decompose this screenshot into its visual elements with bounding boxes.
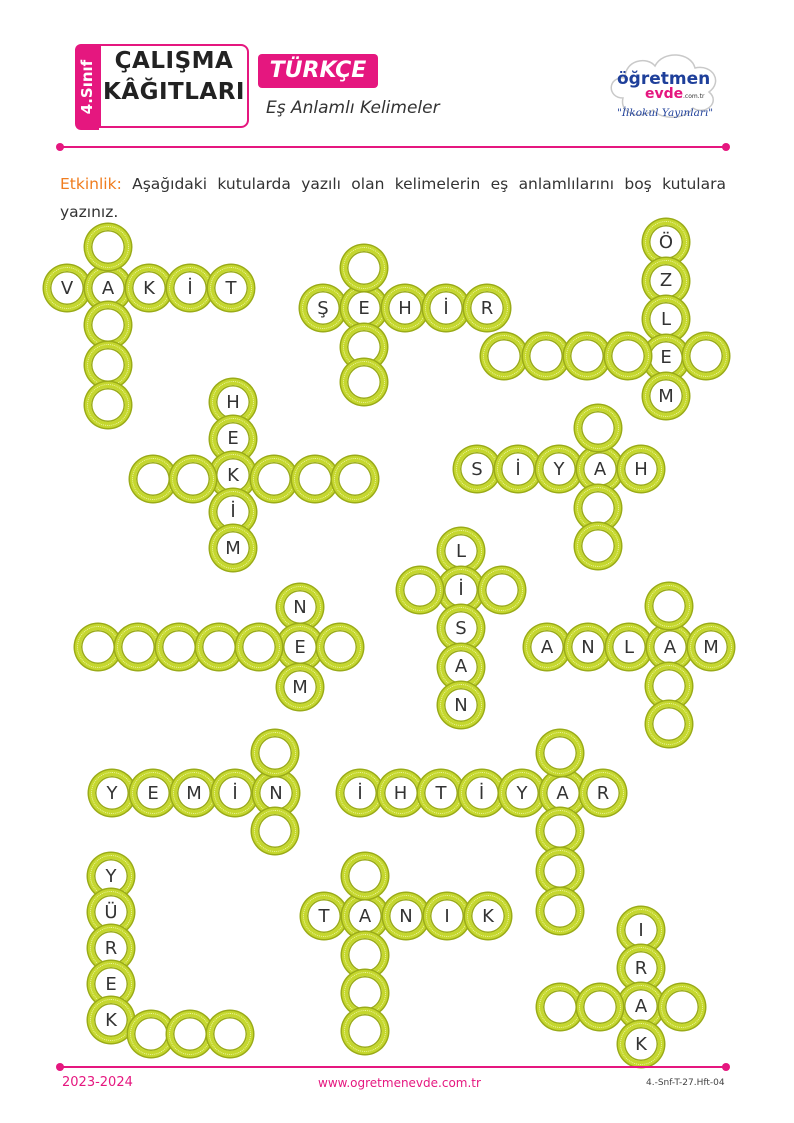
puzzle-5-answer-cell[interactable] — [575, 405, 621, 451]
puzzle-11-letter-cell: Y — [88, 853, 134, 899]
header-divider — [60, 146, 726, 148]
puzzle-8-letter-cell: N — [565, 624, 611, 670]
puzzle-9-letter-cell: N — [253, 770, 299, 816]
puzzle-7-answer-cell[interactable] — [317, 624, 363, 670]
puzzle-2-letter-cell: R — [464, 285, 510, 331]
puzzle-10-answer-cell[interactable] — [537, 888, 583, 934]
puzzle-9-letter-cell: E — [130, 770, 176, 816]
puzzle-8-answer-cell[interactable] — [646, 701, 692, 747]
puzzle-7-letter-cell: M — [277, 664, 323, 710]
cloud-logo-icon — [605, 46, 725, 126]
puzzle-10-letter-cell: Y — [499, 770, 545, 816]
puzzle-7-answer-cell[interactable] — [236, 624, 282, 670]
puzzle-3-answer-cell[interactable] — [481, 333, 527, 379]
puzzle-10-letter-cell: İ — [459, 770, 505, 816]
puzzle-9-letter-cell: M — [171, 770, 217, 816]
puzzle-12-letter-cell: I — [424, 893, 470, 939]
puzzle-8-letter-cell: A — [647, 624, 693, 670]
puzzle-3-answer-cell[interactable] — [564, 333, 610, 379]
puzzle-8-letter-cell: L — [606, 624, 652, 670]
footer-divider — [60, 1066, 726, 1068]
puzzle-6-letter-cell: L — [438, 528, 484, 574]
puzzle-1-answer-cell[interactable] — [85, 382, 131, 428]
puzzle-5-letter-cell: İ — [495, 446, 541, 492]
puzzle-7-letter-cell: N — [277, 584, 323, 630]
instruction-label: Etkinlik: — [60, 175, 122, 193]
puzzle-10-letter-cell: R — [580, 770, 626, 816]
puzzle-3-letter-cell: Z — [643, 258, 689, 304]
puzzle-13-letter-cell: A — [618, 983, 664, 1029]
puzzle-1-letter-cell: V — [44, 265, 90, 311]
puzzle-4-letter-cell: İ — [210, 489, 256, 535]
svg-text:öğretmen: öğretmen — [617, 69, 711, 89]
instruction — [60, 170, 726, 226]
grade-tab — [75, 44, 99, 130]
puzzle-4-answer-cell[interactable] — [332, 456, 378, 502]
puzzle-11-letter-cell: E — [88, 961, 134, 1007]
puzzle-4-answer-cell[interactable] — [170, 456, 216, 502]
topic-title: Eş Anlamlı Kelimeler — [266, 98, 440, 118]
puzzle-3-letter-cell: E — [643, 335, 689, 381]
puzzle-4-letter-cell: H — [210, 379, 256, 425]
puzzle-4-letter-cell: K — [210, 452, 256, 498]
puzzle-6-letter-cell: A — [438, 644, 484, 690]
puzzle-3-letter-cell: M — [643, 373, 689, 419]
puzzle-5-answer-cell[interactable] — [575, 523, 621, 569]
puzzle-6-answer-cell[interactable] — [479, 567, 525, 613]
puzzle-8-letter-cell: M — [688, 624, 734, 670]
puzzle-7-letter-cell: E — [277, 624, 323, 670]
puzzle-1-letter-cell: İ — [167, 265, 213, 311]
puzzle-11-answer-cell[interactable] — [207, 1011, 253, 1057]
puzzle-4-answer-cell[interactable] — [251, 456, 297, 502]
puzzle-3-letter-cell: Ö — [643, 219, 689, 265]
puzzle-11-letter-cell: R — [88, 925, 134, 971]
puzzle-11-letter-cell: K — [88, 997, 134, 1043]
title-line-1: ÇALIŞMA — [114, 48, 234, 74]
puzzle-10-letter-cell: H — [378, 770, 424, 816]
puzzle-3-answer-cell[interactable] — [523, 333, 569, 379]
svg-text:evde: evde — [645, 86, 684, 102]
puzzle-9-answer-cell[interactable] — [252, 808, 298, 854]
puzzle-8-letter-cell: A — [524, 624, 570, 670]
puzzle-3-answer-cell[interactable] — [683, 333, 729, 379]
puzzle-3-answer-cell[interactable] — [605, 333, 651, 379]
puzzle-10-answer-cell[interactable] — [537, 730, 583, 776]
publisher-logo — [605, 46, 725, 126]
puzzle-2-letter-cell: H — [382, 285, 428, 331]
puzzle-12-letter-cell: K — [465, 893, 511, 939]
puzzle-4-letter-cell: M — [210, 525, 256, 571]
puzzle-5-letter-cell: S — [454, 446, 500, 492]
puzzle-7-answer-cell[interactable] — [115, 624, 161, 670]
puzzle-9-letter-cell: İ — [212, 770, 258, 816]
puzzle-12-letter-cell: A — [342, 893, 388, 939]
puzzle-6-answer-cell[interactable] — [397, 567, 443, 613]
puzzle-13-answer-cell[interactable] — [577, 984, 623, 1030]
puzzle-13-letter-cell: R — [618, 945, 664, 991]
school-year: 2023-2024 — [62, 1075, 133, 1090]
puzzle-11-letter-cell: Ü — [88, 889, 134, 935]
puzzle-2-letter-cell: E — [341, 285, 387, 331]
puzzle-13-letter-cell: K — [618, 1021, 664, 1067]
puzzle-1-letter-cell: T — [208, 265, 254, 311]
worksheet-title — [99, 44, 249, 128]
svg-text:.com.tr: .com.tr — [683, 93, 705, 100]
puzzle-12-letter-cell: N — [383, 893, 429, 939]
instruction-text: Aşağıdaki kutularda yazılı olan kelimelerin eş anlamlılarını boş kutulara yazınız. — [60, 175, 726, 221]
puzzle-3-letter-cell: L — [643, 296, 689, 342]
puzzle-4-letter-cell: E — [210, 416, 256, 462]
puzzle-13-answer-cell[interactable] — [659, 984, 705, 1030]
puzzle-12-answer-cell[interactable] — [342, 853, 388, 899]
puzzle-10-letter-cell: A — [540, 770, 586, 816]
puzzle-13-letter-cell: I — [618, 907, 664, 953]
puzzle-10-letter-cell: T — [418, 770, 464, 816]
title-line-2: KÂĞITLARI — [103, 79, 245, 105]
grade-label: 4.Sınıf — [78, 59, 96, 115]
puzzle-12-letter-cell: T — [301, 893, 347, 939]
svg-text:"İlkokul Yayınları": "İlkokul Yayınları" — [617, 107, 714, 119]
document-code: 4.-Snf-T-27.Hft-04 — [646, 1078, 725, 1088]
puzzle-1-letter-cell: K — [126, 265, 172, 311]
puzzle-2-letter-cell: İ — [423, 285, 469, 331]
puzzle-6-letter-cell: İ — [438, 567, 484, 613]
puzzle-6-letter-cell: N — [438, 682, 484, 728]
puzzle-2-answer-cell[interactable] — [341, 359, 387, 405]
puzzle-8-answer-cell[interactable] — [646, 583, 692, 629]
website-link[interactable]: www.ogretmenevde.com.tr — [318, 1076, 481, 1090]
puzzle-1-answer-cell[interactable] — [85, 224, 131, 270]
puzzle-9-answer-cell[interactable] — [252, 730, 298, 776]
puzzle-9-letter-cell: Y — [89, 770, 135, 816]
puzzle-12-answer-cell[interactable] — [342, 1008, 388, 1054]
puzzle-5-letter-cell: Y — [536, 446, 582, 492]
puzzle-2-letter-cell: Ş — [300, 285, 346, 331]
puzzle-2-answer-cell[interactable] — [341, 245, 387, 291]
puzzle-5-letter-cell: A — [577, 446, 623, 492]
puzzle-6-letter-cell: S — [438, 605, 484, 651]
puzzle-10-letter-cell: İ — [337, 770, 383, 816]
subject-badge: TÜRKÇE — [258, 54, 378, 88]
puzzle-1-letter-cell: A — [85, 265, 131, 311]
puzzle-5-letter-cell: H — [618, 446, 664, 492]
